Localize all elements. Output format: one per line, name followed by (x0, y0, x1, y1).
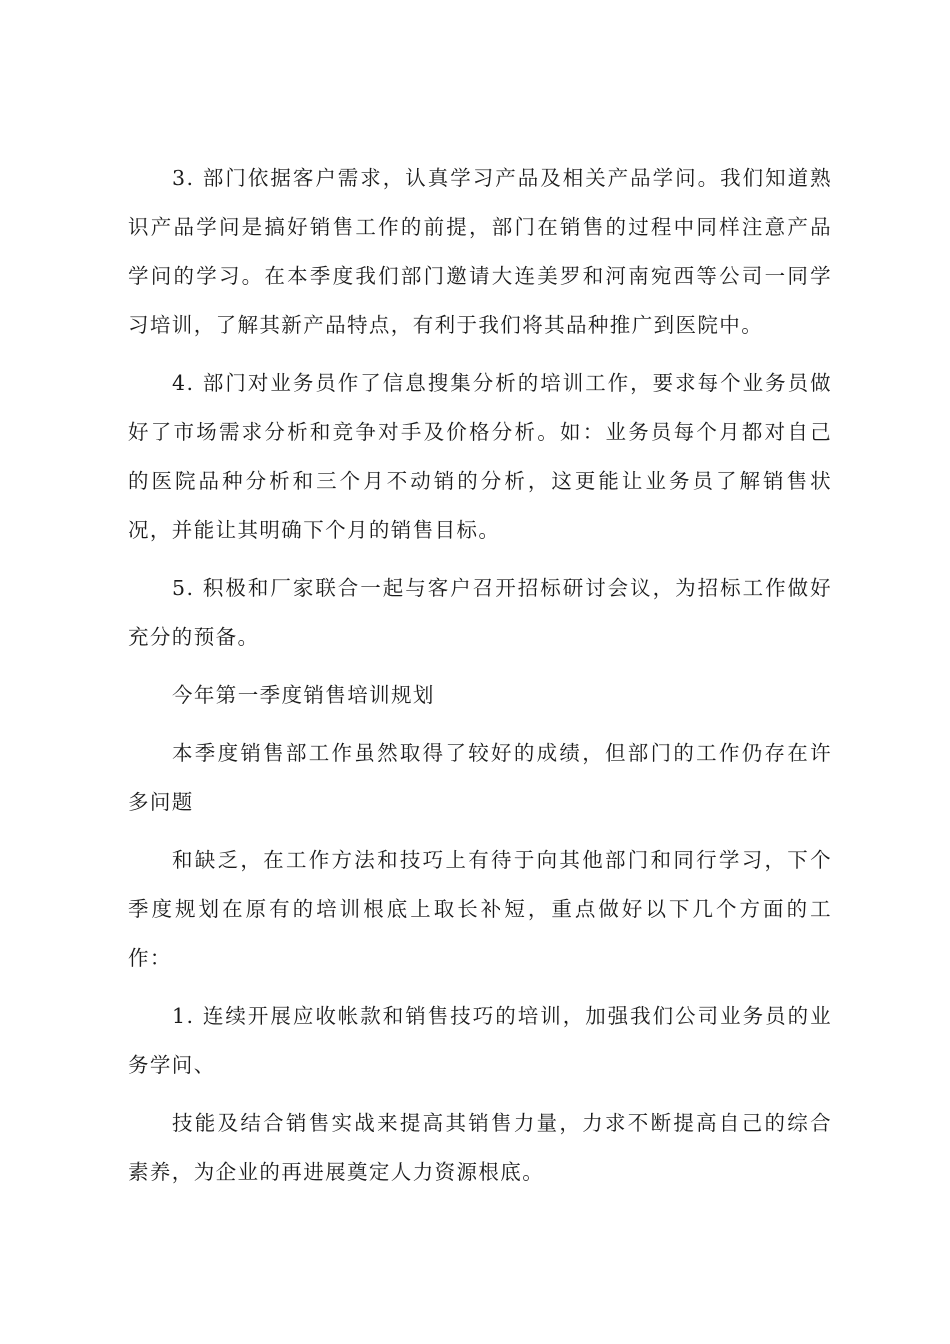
text-line: 技能及结合销售实战来提高其销售力量，力求不断提高自己的综合 (172, 1111, 832, 1135)
paragraph-shortcomings (128, 836, 832, 983)
text-line: 多问题 (128, 790, 194, 814)
text-line: 好了市场需求分析和竞争对手及价格分析。如：业务员每个月都对自己 (128, 420, 832, 444)
text-line: 和缺乏，在工作方法和技巧上有待于向其他部门和同行学习，下个 (172, 848, 832, 872)
text-line: 习培训，了解其新产品特点，有利于我们将其品种推广到医院中。 (128, 313, 764, 337)
text-line: 的医院品种分析和三个月不动销的分析，这更能让业务员了解销售状 (128, 469, 832, 493)
section-heading: 今年第一季度销售培训规划 (172, 683, 435, 707)
document-body (128, 154, 832, 1206)
text-line: 识产品学问是搞好销售工作的前提，部门在销售的过程中同样注意产品 (128, 215, 832, 239)
text-line: 3. 部门依据客户需求，认真学习产品及相关产品学问。我们知道熟 (172, 166, 832, 190)
text-line: 充分的预备。 (128, 625, 260, 649)
text-line: 素养，为企业的再进展奠定人力资源根底。 (128, 1160, 545, 1184)
text-line: 本季度销售部工作虽然取得了较好的成绩，但部门的工作仍存在许 (172, 741, 832, 765)
paragraph-4 (128, 359, 832, 555)
paragraph-5 (128, 564, 832, 662)
paragraph-1 (128, 992, 832, 1090)
text-line: 况，并能让其明确下个月的销售目标。 (128, 518, 501, 542)
paragraph-skills (128, 1099, 832, 1197)
text-line: 作： (128, 946, 172, 970)
text-line: 4. 部门对业务员作了信息搜集分析的培训工作，要求每个业务员做 (172, 371, 832, 395)
text-line: 5. 积极和厂家联合一起与客户召开招标研讨会议，为招标工作做好 (172, 576, 832, 600)
text-line: 学问的学习。在本季度我们部门邀请大连美罗和河南宛西等公司一同学 (128, 264, 832, 288)
text-line: 务学问、 (128, 1053, 216, 1077)
paragraph-intro (128, 729, 832, 827)
text-line: 季度规划在原有的培训根底上取长补短，重点做好以下几个方面的工 (128, 897, 832, 921)
text-line: 1. 连续开展应收帐款和销售技巧的培训，加强我们公司业务员的业 (172, 1004, 832, 1028)
paragraph-3 (128, 154, 832, 350)
